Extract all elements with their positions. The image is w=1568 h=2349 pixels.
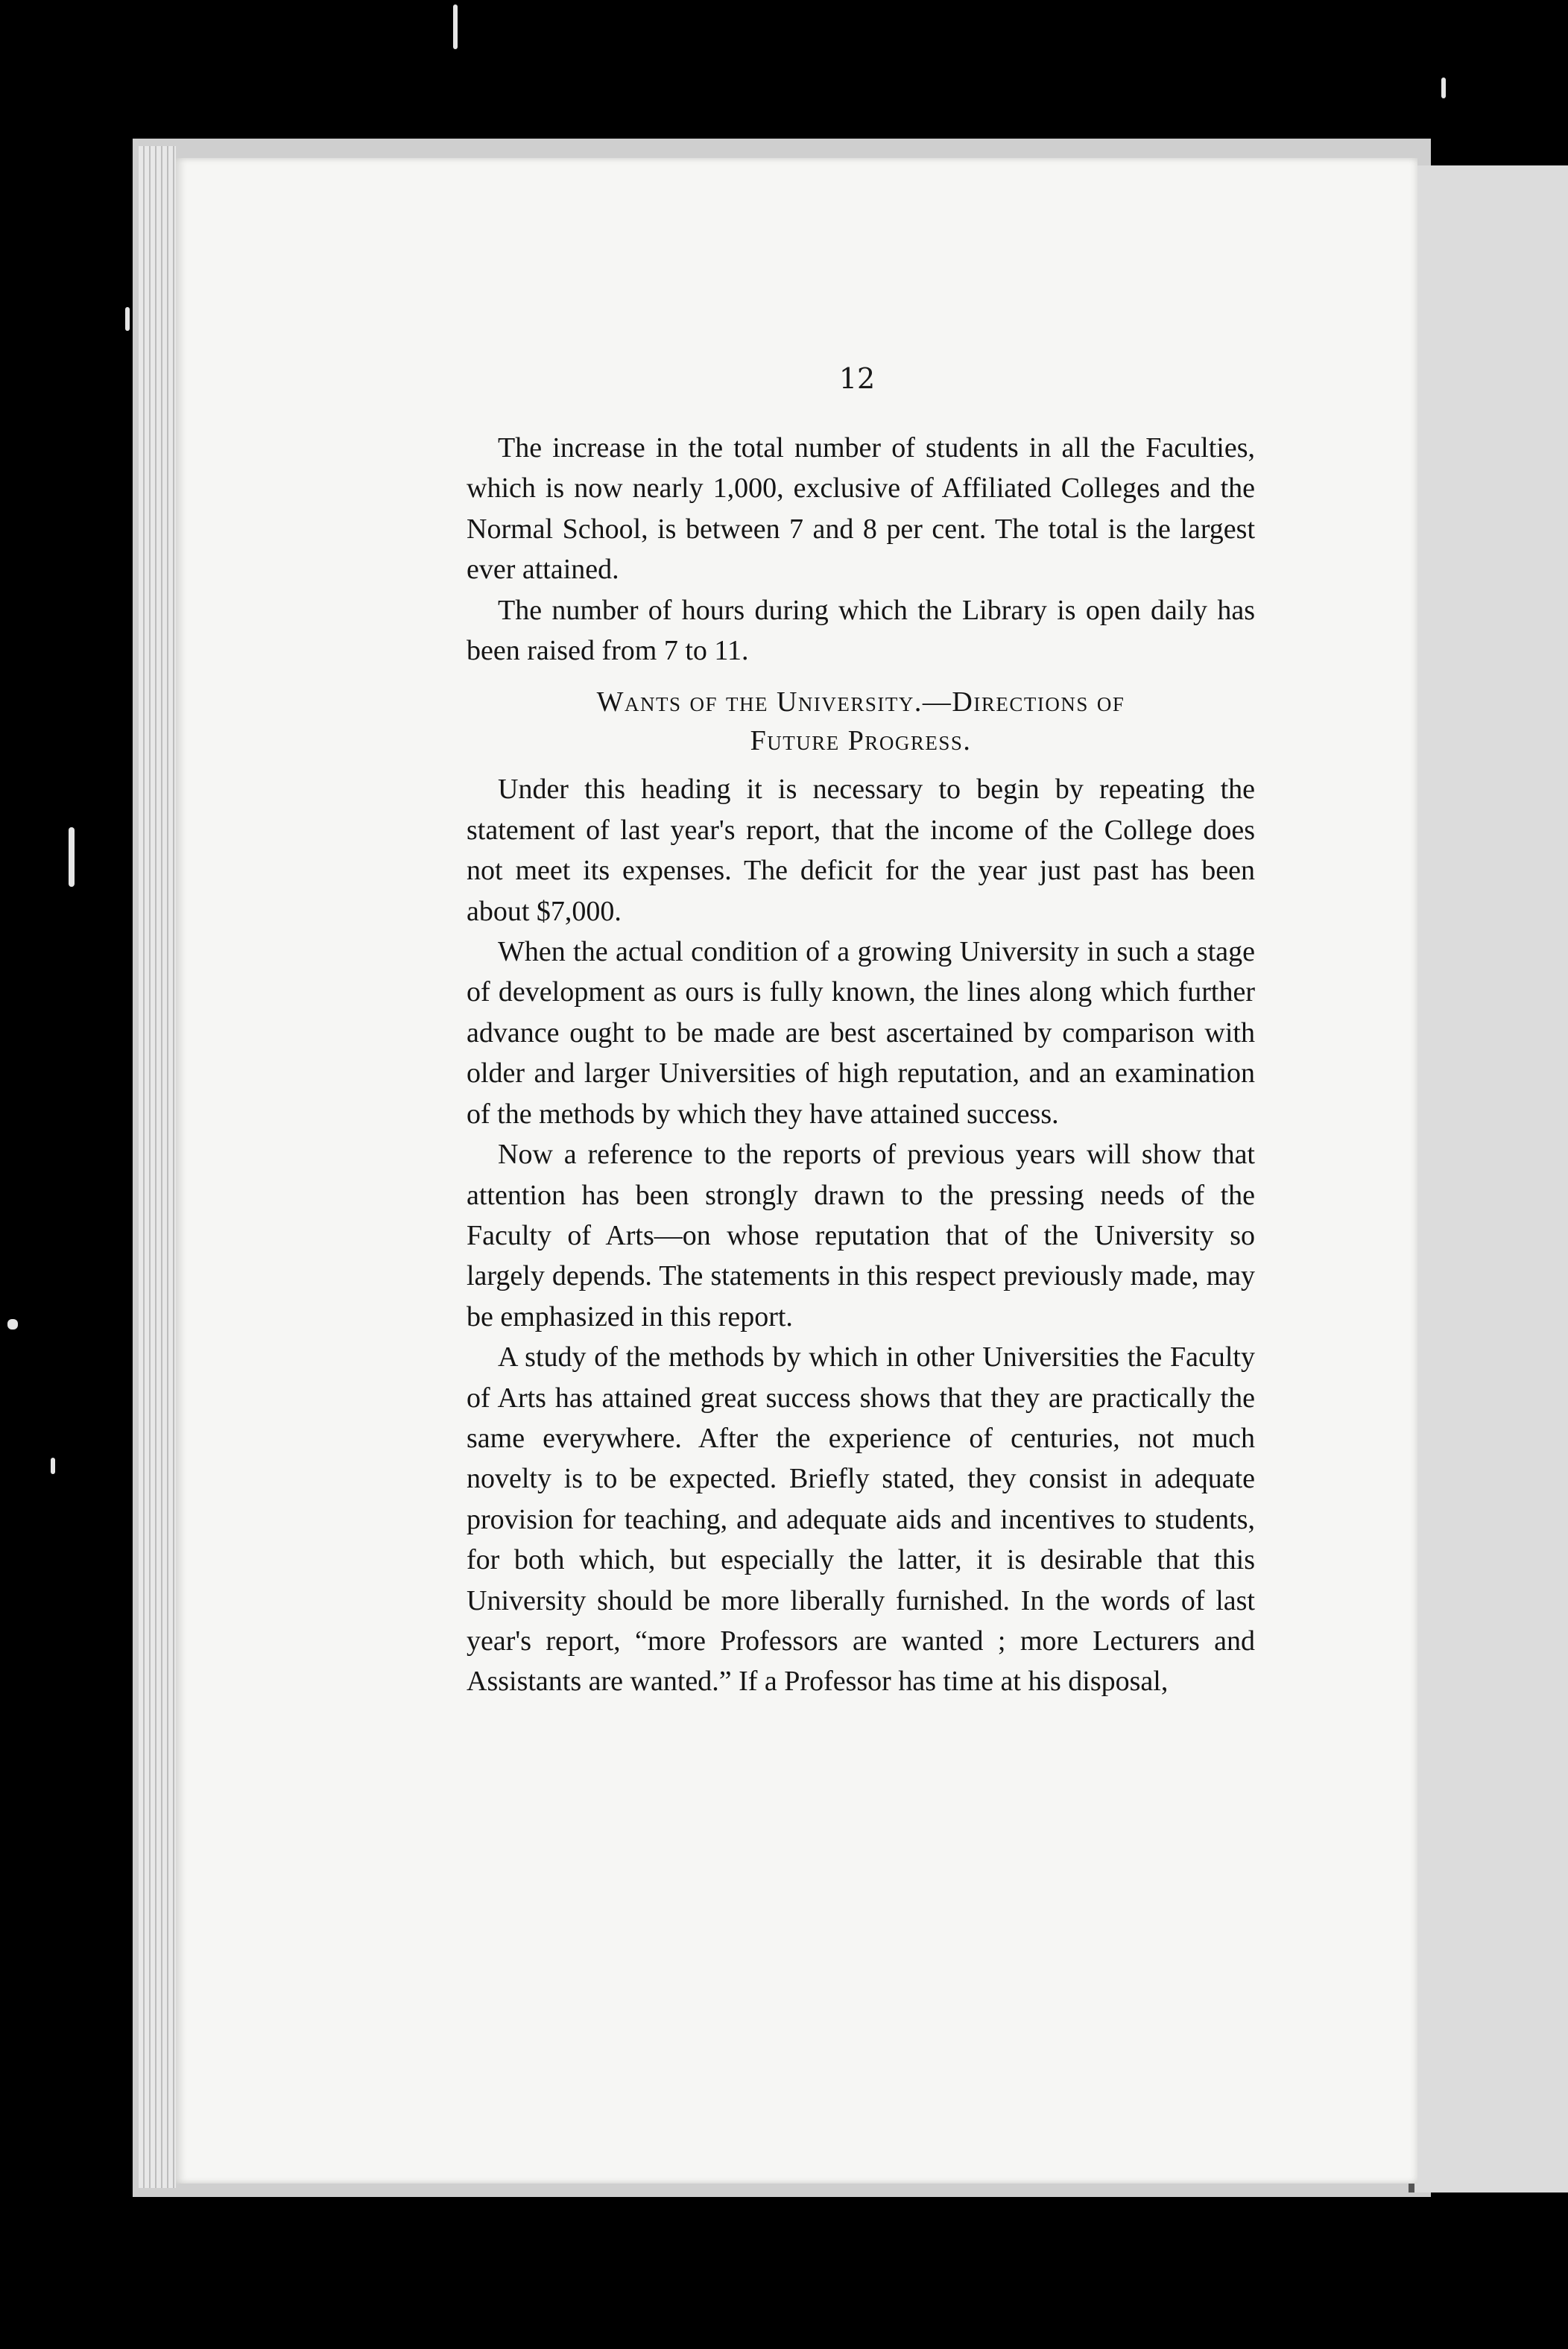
scan-mark xyxy=(125,307,130,331)
scan-mark xyxy=(51,1458,55,1474)
paragraph: When the actual condition of a growing University in such a stage of development as ours is fully known, the lines along which further advance ought to be made are best ascertained by comparison with older and larger Universities of high reputation, and an examination of the methods by which they have attained success. xyxy=(467,936,1255,1130)
page-edges xyxy=(139,146,176,2188)
scan-mark xyxy=(69,827,75,887)
body-text xyxy=(467,428,1255,1702)
scan-mark xyxy=(7,1319,18,1330)
paragraph: Now a reference to the reports of previous years will show that attention has been strongly drawn to the pressing needs of the Faculty of Arts—on whose reputation that of the University so largely depends. The statements in this respect previously made, may be emphasized in this report. xyxy=(467,1139,1255,1332)
facing-page-edge xyxy=(1409,165,1568,2192)
paragraph: The number of hours during which the Library is open daily has been raised from 7 to 11. xyxy=(467,594,1255,667)
paragraph: The increase in the total number of students in all the Faculties, which is now nearly 1,000, exclusive of Affiliated Colleges and the Normal School, is between 7 and 8 per cent. The total is the largest ever attained. xyxy=(467,432,1255,586)
section-heading-line: Wants of the University.—Directions of xyxy=(596,686,1125,718)
paragraph: A study of the methods by which in other Universities the Faculty of Arts has attained great success shows that they are practically the same everywhere. After the experience of centuries, not much novelty is to be expected. Briefly stated, they consist in adequate provision for teaching, and adequate aids and incentives to students, for both which, but especially the latter, it is desirable that this University should be more liberally furnished. In the words of last year's report, “more Professors are wanted ; more Lecturers and Assistants are wanted.” If a Professor has time at his disposal, xyxy=(467,1341,1255,1698)
paragraph: Under this heading it is necessary to begin by repeating the statement of last year's report, that the income of the College does not meet its expenses. The deficit for the year just past has been about $7,000. xyxy=(467,774,1255,927)
section-heading-line: Future Progress. xyxy=(750,725,972,757)
scan-mark xyxy=(453,4,458,49)
section-heading xyxy=(467,683,1255,760)
page-number: 12 xyxy=(838,362,876,395)
scan-mark xyxy=(1441,78,1446,98)
